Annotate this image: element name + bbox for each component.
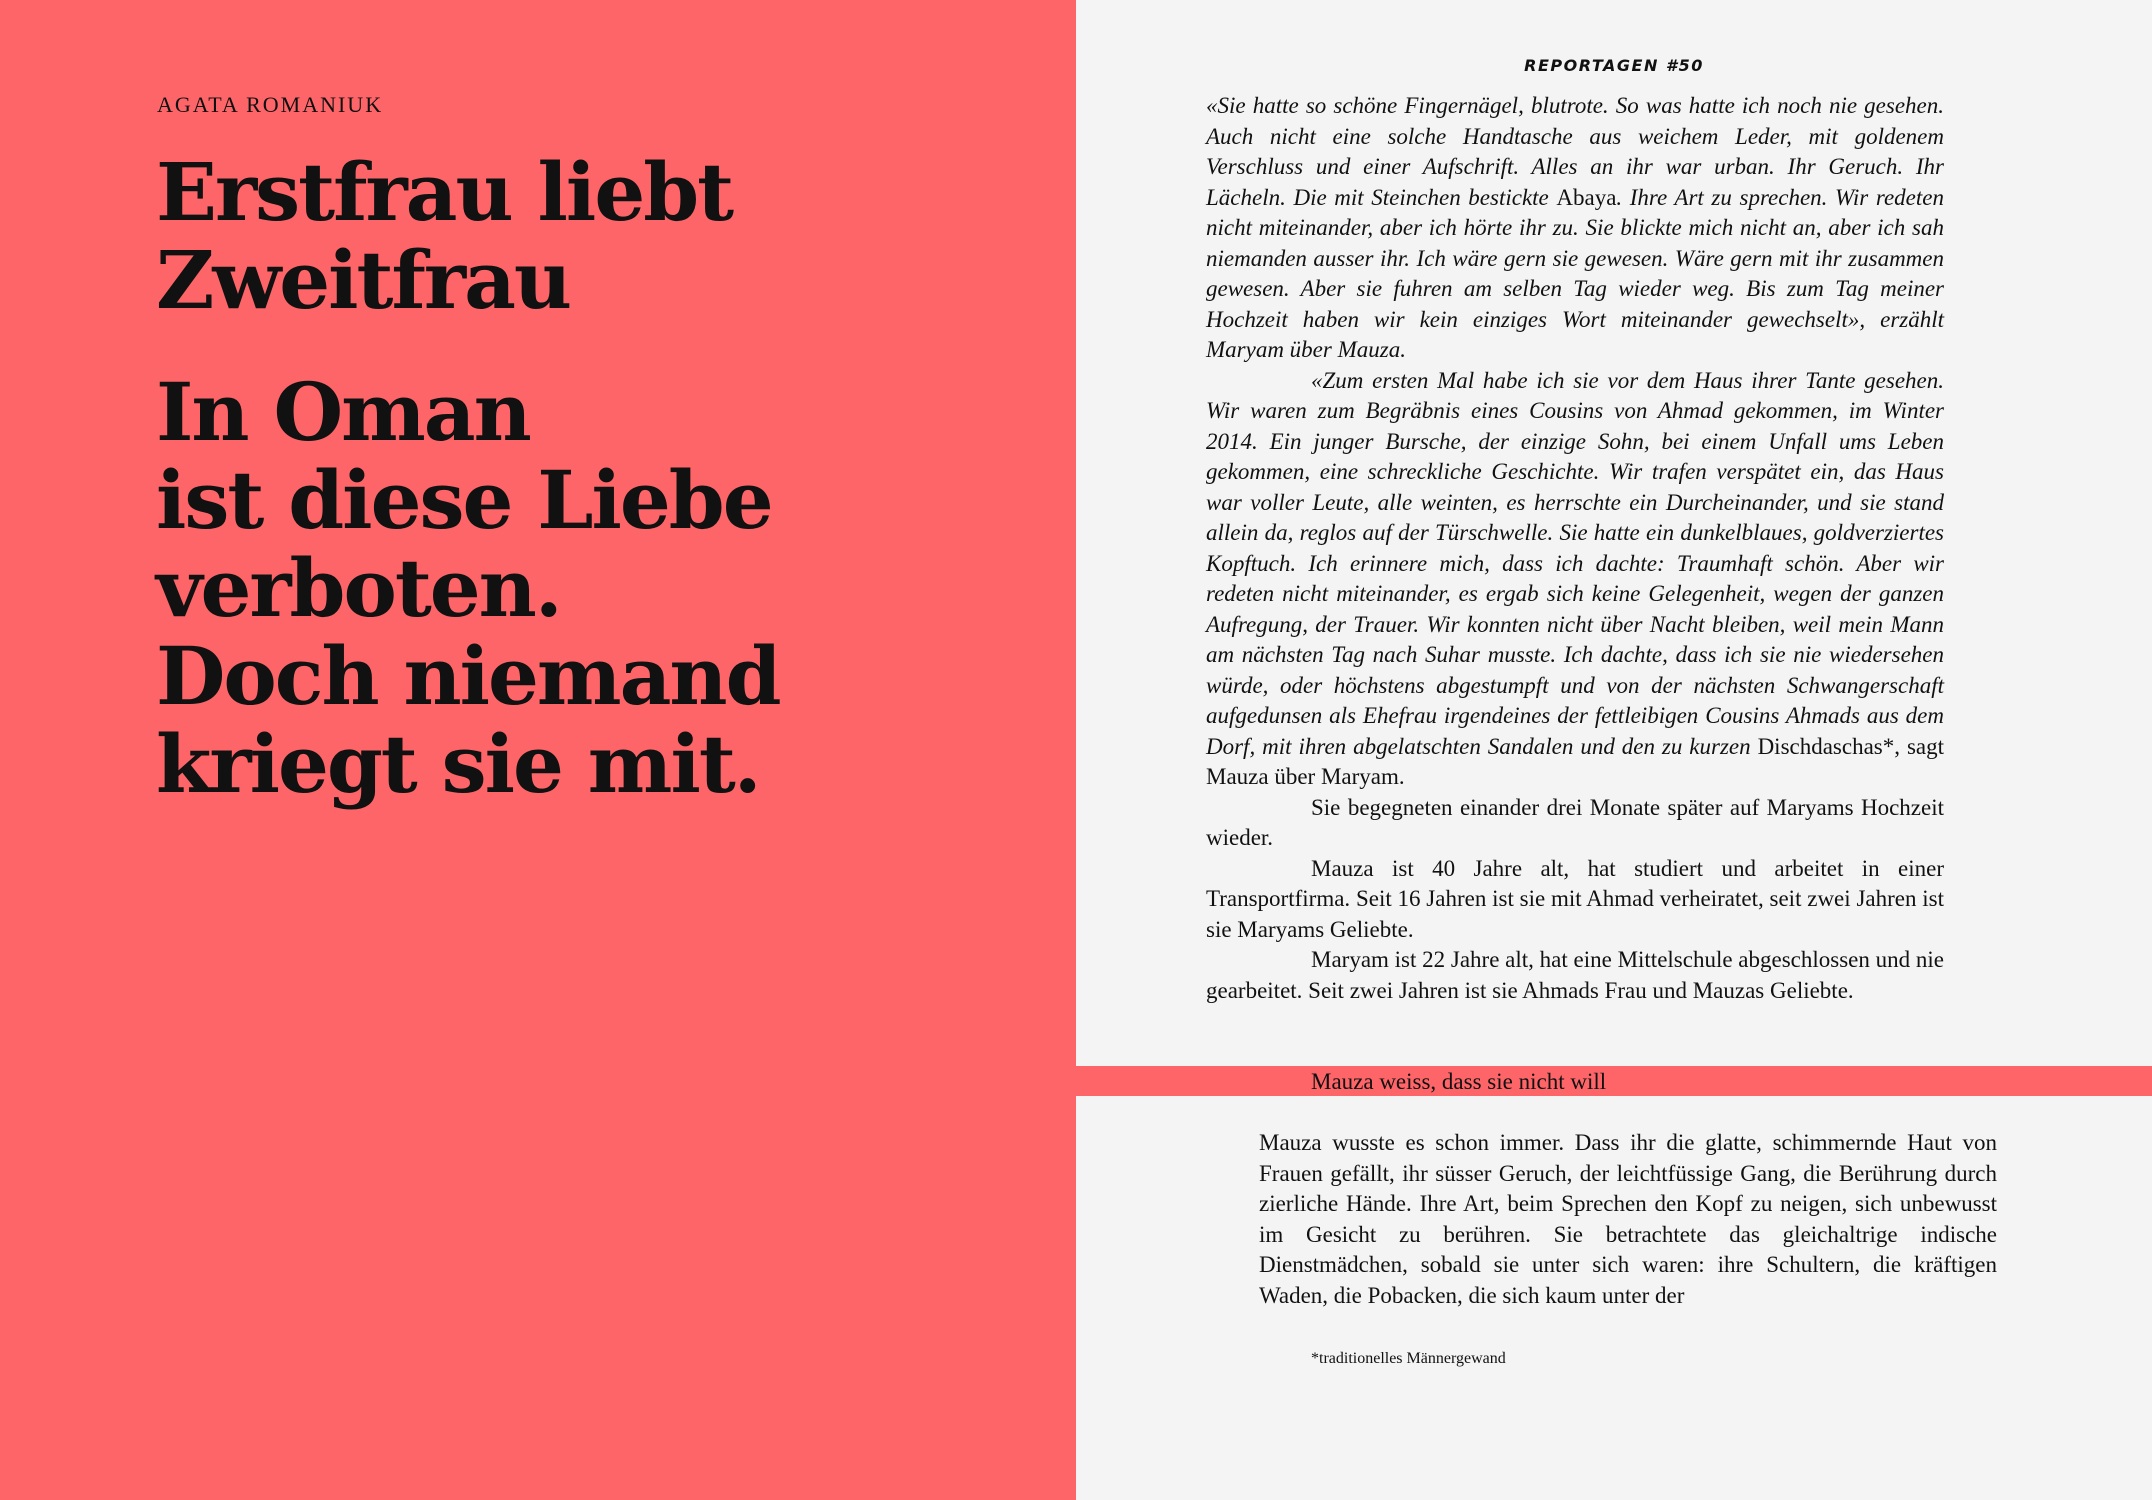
title-line: Zweitfrau <box>156 233 571 327</box>
author-name: AGATA ROMANIUK <box>157 92 384 117</box>
title-line: Erstfrau liebt <box>156 145 733 239</box>
running-head: REPORTAGEN #50 <box>1524 56 1704 75</box>
article-subtitle <box>156 365 1036 811</box>
paragraph: Maryam ist 22 Jahre alt, hat eine Mittelschule abgeschlossen und nie gearbeitet. Seit zwei Jahren ist sie Ahmads Frau und Mauzas Geliebte. <box>1206 947 1944 1003</box>
quote-text: . Ihre Art zu sprechen. Wir redeten nicht miteinander, aber ich hörte ihr zu. Sie blickte mich nicht an, aber ich sah niemanden ausser ihr. Ich wäre gern sie gewesen. Wäre gern mit ihr zusammen gewesen. Aber sie fuhren am selben Tag wieder weg. Bis zum Tag meiner Hochzeit haben wir kein einziges Wort miteinander gewechselt», erzählt Maryam über Mauza. <box>1206 184 1944 362</box>
term-abaya: Abaya <box>1556 184 1617 210</box>
article-body <box>1206 91 1944 1006</box>
term-dischdaschas: Dischdaschas*, sagt Mauza über Maryam. <box>1206 733 1944 789</box>
subtitle-line: Doch niemand <box>156 629 780 723</box>
quote-text: «Sie hatte so schöne Fingernägel, blutrote. So was hatte ich noch nie gesehen. Auch nicht eine solche Handtasche aus weichem Leder, mit goldenem Verschluss und einer Aufschrift. Alles an ihr war urban. Ihr Geruch. Ihr Lächeln. Die mit Steinchen bestickte <box>1206 93 1944 210</box>
section-band <box>1076 1066 2152 1096</box>
paragraph: Mauza ist 40 Jahre alt, hat studiert und arbeitet in einer Transportfirma. Seit 16 Jahren ist sie mit Ahmad verheiratet, seit zwei Jahren ist sie Maryams Geliebte. <box>1206 855 1944 942</box>
subtitle-line: verboten. <box>156 541 561 635</box>
quote-text: «Zum ersten Mal habe ich sie vor dem Haus ihrer Tante gesehen. Wir waren zum Begräbnis eines Cousins von Ahmad gekommen, im Winter 2014. Ein junger Bursche, der einzige Sohn, bei einem Unfall ums Leben gekommen, eine schreckliche Geschichte. Wir trafen verspätet ein, das Haus war voller Leute, alle weinten, es herrschte ein Durcheinander, und sie stand allein da, reglos auf der Türschwelle. Sie hatte ein dunkelblaues, goldverziertes Kopftuch. Ich erinnere mich, dass ich dachte: Traumhaft schön. Aber wir redeten nicht miteinander, es ergab sich keine Gelegenheit, wegen der ganzen Aufregung, der Trauer. Wir konnten nicht über Nacht bleiben, weil mein Mann am nächsten Tag nach Suhar musste. Ich dachte, dass ich sie nie wiedersehen würde, oder höchstens abgestumpft und von der nächsten Schwangerschaft aufgedunsen als Ehefrau irgendeines der fettleibigen Cousins Ahmads aus dem Dorf, mit ihren abgelatschten Sandalen und den zu kurzen <box>1206 367 1944 759</box>
footnote: *traditionelles Männergewand <box>1311 1350 1506 1367</box>
subtitle-line: kriegt sie mit. <box>156 717 760 811</box>
subtitle-line: In Oman <box>156 365 530 459</box>
paragraph: Mauza wusste es schon immer. Dass ihr die glatte, schimmernde Haut von Frauen gefällt, ihr süsser Geruch, der leichtfüssige Gang, die Berührung durch zierliche Hände. Ihre Art, beim Sprechen den Kopf zu neigen, sich unbewusst im Gesicht zu berühren. Sie betrachtete das gleichaltrige indische Dienstmädchen, sobald sie unter sich waren: ihre Schultern, die kräftigen Waden, die Pobacken, die sich kaum unter der <box>1259 1130 1997 1308</box>
paragraph: Sie begegneten einander drei Monate später auf Maryams Hochzeit wieder. <box>1206 794 1944 850</box>
paragraph <box>1206 91 1944 366</box>
subtitle-line: ist diese Liebe <box>156 453 772 547</box>
paragraph <box>1206 366 1944 793</box>
article-title <box>156 145 1036 327</box>
section-heading: Mauza weiss, dass sie nicht will <box>1311 1069 1607 1094</box>
